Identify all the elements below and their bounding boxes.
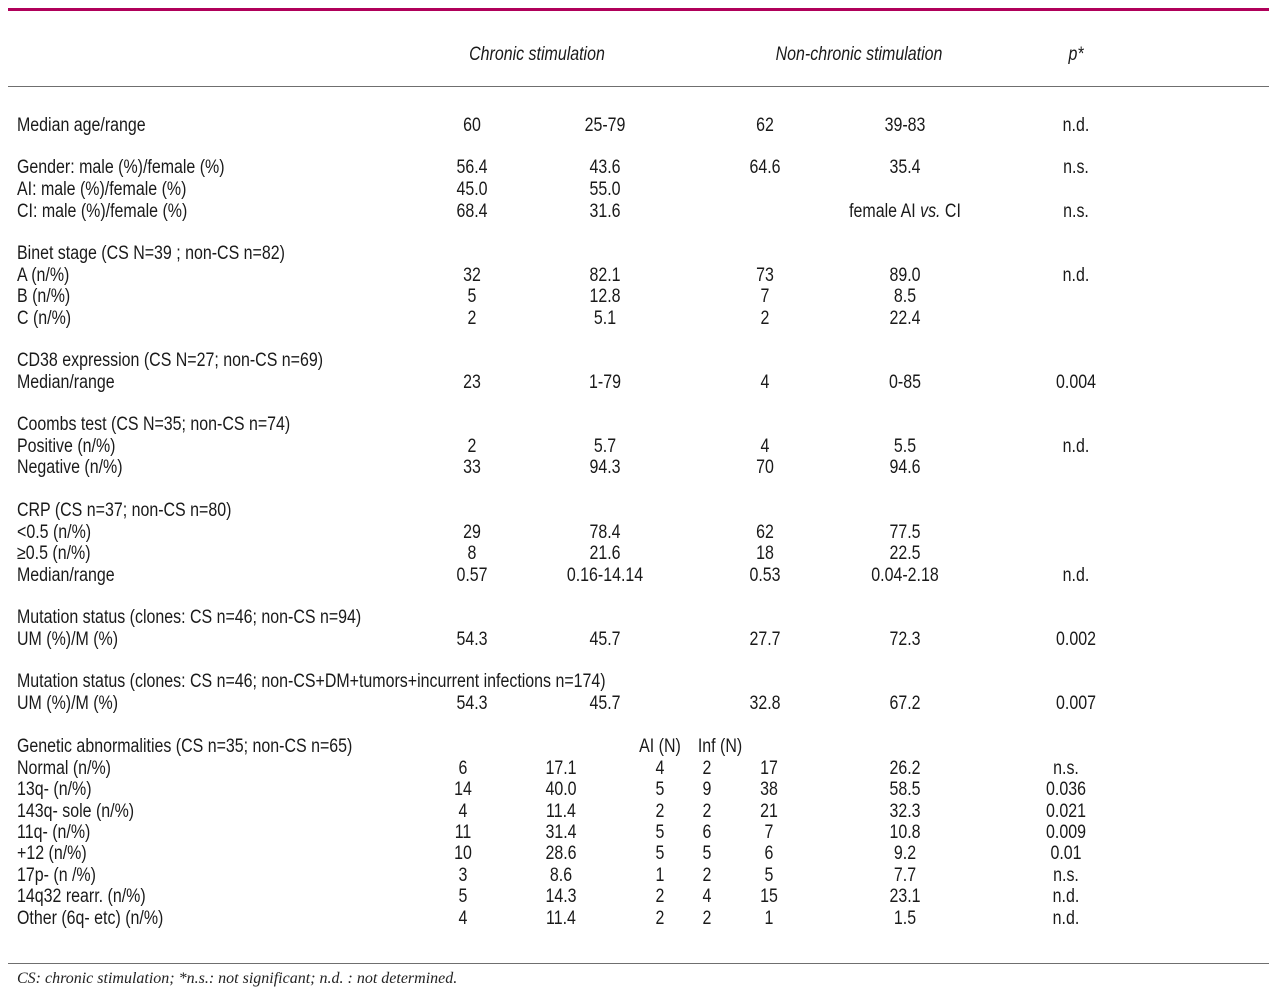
p-value: n.s. <box>1053 865 1079 886</box>
genetic-row <box>0 843 1280 865</box>
noncs-count: 0.53 <box>749 565 781 586</box>
inf-count: 2 <box>702 758 712 779</box>
row-label: 143q- sole (n/%) <box>17 801 135 822</box>
noncs-count: 62 <box>756 522 774 543</box>
noncs-count: 17 <box>760 758 778 779</box>
cs-percent: 17.1 <box>545 758 577 779</box>
table-row <box>0 157 1280 179</box>
header-chronic-stimulation: Chronic stimulation <box>469 44 605 65</box>
p-value: n.s. <box>1063 157 1089 178</box>
noncs-count: 7 <box>764 822 774 843</box>
row-label: C (n/%) <box>17 308 72 329</box>
genetic-row <box>0 865 1280 887</box>
row-label: +12 (n/%) <box>17 843 87 864</box>
row-label: Binet stage (CS N=39 ; non-CS n=82) <box>17 243 285 264</box>
cs-count: 11 <box>454 822 472 843</box>
cs-count: 2 <box>467 308 477 329</box>
noncs-count: 70 <box>756 457 774 478</box>
cs-count: 45.0 <box>456 179 488 200</box>
bottom-rule <box>8 963 1269 964</box>
noncs-percent: 9.2 <box>893 843 917 864</box>
cs-percent: 78.4 <box>589 522 621 543</box>
noncs-percent: 0.04-2.18 <box>871 565 939 586</box>
p-value: n.d. <box>1062 565 1090 586</box>
row-label: Positive (n/%) <box>17 436 116 457</box>
noncs-count: 7 <box>760 286 770 307</box>
ai-count: 2 <box>655 908 665 929</box>
noncs-percent: 22.5 <box>889 543 921 564</box>
cs-percent: 14.3 <box>545 886 577 907</box>
cs-count: 10 <box>454 843 472 864</box>
genetic-row <box>0 758 1280 780</box>
cs-percent: 5.1 <box>593 308 617 329</box>
p-value: 0.002 <box>1056 629 1096 650</box>
row-label: Gender: male (%)/female (%) <box>17 157 225 178</box>
header-non-chronic-stimulation: Non-chronic stimulation <box>775 44 943 65</box>
table-footnote: CS: chronic stimulation; *n.s.: not significant; n.d. : not determined. <box>17 970 458 987</box>
row-label: B (n/%) <box>17 286 71 307</box>
row-label: <0.5 (n/%) <box>17 522 92 543</box>
table-row <box>0 457 1280 479</box>
cs-count: 5 <box>467 286 477 307</box>
ai-count: 2 <box>655 886 665 907</box>
table-row <box>0 372 1280 394</box>
row-label: AI: male (%)/female (%) <box>17 179 187 200</box>
genetic-row <box>0 908 1280 930</box>
row-label: Median/range <box>17 565 115 586</box>
row-label: Negative (n/%) <box>17 457 123 478</box>
table-row <box>0 522 1280 544</box>
noncs-count: 32.8 <box>749 693 781 714</box>
table-row <box>0 265 1280 287</box>
genetic-row <box>0 822 1280 844</box>
ai-count: 5 <box>655 779 665 800</box>
row-label: Mutation status (clones: CS n=46; non-CS+DM+tumors+incurrent infections n=174) <box>17 671 606 692</box>
ai-count: 5 <box>655 822 665 843</box>
p-value: n.d. <box>1062 115 1090 136</box>
table-row <box>0 179 1280 201</box>
inf-count: 9 <box>702 779 712 800</box>
row-label: 17p- (n /%) <box>17 865 96 886</box>
noncs-percent: 89.0 <box>889 265 921 286</box>
inf-column-header: Inf (N) <box>697 736 743 757</box>
ai-column-header: AI (N) <box>639 736 681 757</box>
cs-percent: 11.4 <box>546 908 576 929</box>
row-label: CD38 expression (CS N=27; non-CS n=69) <box>17 350 324 371</box>
table-row <box>0 350 1280 372</box>
noncs-count: 21 <box>760 801 778 822</box>
cs-percent: 12.8 <box>589 286 621 307</box>
noncs-percent: 23.1 <box>889 886 921 907</box>
noncs-percent: 10.8 <box>889 822 921 843</box>
cs-percent: 28.6 <box>545 843 577 864</box>
noncs-percent: 7.7 <box>893 865 917 886</box>
row-label: Genetic abnormalities (CS n=35; non-CS n=65) <box>17 736 353 757</box>
noncs-count: 64.6 <box>749 157 781 178</box>
noncs-count: 15 <box>760 886 778 907</box>
cs-count: 6 <box>458 758 468 779</box>
p-value: 0.009 <box>1046 822 1086 843</box>
cs-percent: 43.6 <box>589 157 621 178</box>
cs-count: 8 <box>467 543 477 564</box>
row-label: CI: male (%)/female (%) <box>17 201 188 222</box>
row-label: Coombs test (CS N=35; non-CS n=74) <box>17 414 291 435</box>
cs-count: 5 <box>458 886 468 907</box>
row-label: 13q- (n/%) <box>17 779 92 800</box>
noncs-count: 38 <box>760 779 778 800</box>
row-label: Median age/range <box>17 115 146 136</box>
cs-count: 33 <box>463 457 481 478</box>
row-label: 14q32 rearr. (n/%) <box>17 886 146 907</box>
noncs-percent: 5.5 <box>893 436 917 457</box>
table-row <box>0 629 1280 651</box>
p-value: 0.004 <box>1056 372 1096 393</box>
cs-percent: 45.7 <box>589 629 621 650</box>
cs-count: 54.3 <box>456 693 488 714</box>
table-row <box>0 436 1280 458</box>
noncs-percent: 26.2 <box>889 758 921 779</box>
noncs-percent: 94.6 <box>889 457 921 478</box>
noncs-count: 27.7 <box>749 629 781 650</box>
row-label: Other (6q- etc) (n/%) <box>17 908 164 929</box>
cs-percent: 21.6 <box>589 543 621 564</box>
p-value: 0.01 <box>1050 843 1082 864</box>
table-row <box>0 565 1280 587</box>
noncs-percent: 22.4 <box>889 308 921 329</box>
cs-percent: 55.0 <box>589 179 621 200</box>
ai-count: 1 <box>655 865 665 886</box>
p-value: n.s. <box>1063 201 1089 222</box>
row-label: UM (%)/M (%) <box>17 629 119 650</box>
cs-count: 32 <box>463 265 481 286</box>
cs-percent: 5.7 <box>593 436 617 457</box>
cs-percent: 8.6 <box>549 865 573 886</box>
noncs-count: 4 <box>760 372 770 393</box>
cs-percent: 0.16-14.14 <box>566 565 644 586</box>
cs-count: 23 <box>463 372 481 393</box>
p-value: n.d. <box>1062 265 1090 286</box>
p-value: 0.021 <box>1046 801 1086 822</box>
row-label: A (n/%) <box>17 265 70 286</box>
cs-percent: 31.4 <box>545 822 577 843</box>
p-value: n.d. <box>1062 436 1090 457</box>
table-row <box>0 115 1280 137</box>
ai-count: 5 <box>655 843 665 864</box>
inf-count: 2 <box>702 908 712 929</box>
inf-count: 4 <box>702 886 712 907</box>
cs-percent: 25-79 <box>584 115 626 136</box>
noncs-percent: 77.5 <box>889 522 921 543</box>
row-label: Normal (n/%) <box>17 758 112 779</box>
noncs-count: 2 <box>760 308 770 329</box>
cs-count: 4 <box>458 908 468 929</box>
noncs-count: 18 <box>756 543 774 564</box>
table-row <box>0 308 1280 330</box>
cs-percent: 82.1 <box>589 265 621 286</box>
cs-count: 2 <box>467 436 477 457</box>
header-p-value: p* <box>1068 44 1084 65</box>
noncs-count: 1 <box>764 908 774 929</box>
table-row <box>0 243 1280 265</box>
row-label: UM (%)/M (%) <box>17 693 119 714</box>
row-label: Mutation status (clones: CS n=46; non-CS n=94) <box>17 607 362 628</box>
p-value: n.d. <box>1052 908 1080 929</box>
ai-count: 2 <box>655 801 665 822</box>
noncs-percent: 32.3 <box>889 801 921 822</box>
noncs-percent: 35.4 <box>889 157 921 178</box>
row-label: ≥0.5 (n/%) <box>17 543 91 564</box>
p-value: 0.007 <box>1056 693 1096 714</box>
cs-percent: 31.6 <box>589 201 621 222</box>
row-label: CRP (CS n=37; non-CS n=80) <box>17 500 232 521</box>
p-value: 0.036 <box>1046 779 1086 800</box>
cs-count: 29 <box>463 522 481 543</box>
ai-count: 4 <box>655 758 665 779</box>
p-value: n.d. <box>1052 886 1080 907</box>
genetic-row <box>0 779 1280 801</box>
noncs-percent: 67.2 <box>889 693 921 714</box>
cs-percent: 11.4 <box>546 801 576 822</box>
table-row <box>0 414 1280 436</box>
comparison-note: female AI vs. CI <box>849 201 961 222</box>
cs-count: 60 <box>463 115 481 136</box>
inf-count: 2 <box>702 801 712 822</box>
table-row <box>0 286 1280 308</box>
cs-count: 14 <box>454 779 472 800</box>
noncs-percent: 8.5 <box>893 286 917 307</box>
inf-count: 5 <box>702 843 712 864</box>
genetic-row <box>0 886 1280 908</box>
table-row <box>0 543 1280 565</box>
table-row <box>0 201 1280 223</box>
inf-count: 6 <box>702 822 712 843</box>
cs-percent: 1-79 <box>589 372 621 393</box>
table-row <box>0 500 1280 522</box>
noncs-count: 62 <box>756 115 774 136</box>
cs-percent: 94.3 <box>589 457 621 478</box>
noncs-count: 6 <box>764 843 774 864</box>
table-row <box>0 607 1280 629</box>
row-label: 11q- (n/%) <box>17 822 91 843</box>
cs-count: 0.57 <box>456 565 488 586</box>
cs-count: 54.3 <box>456 629 488 650</box>
cs-count: 68.4 <box>456 201 488 222</box>
cs-count: 3 <box>458 865 468 886</box>
row-label: Median/range <box>17 372 115 393</box>
p-value: n.s. <box>1053 758 1079 779</box>
noncs-percent: 0-85 <box>889 372 921 393</box>
noncs-count: 5 <box>764 865 774 886</box>
genetic-header-row <box>0 736 1280 758</box>
inf-count: 2 <box>702 865 712 886</box>
noncs-percent: 72.3 <box>889 629 921 650</box>
noncs-count: 73 <box>756 265 774 286</box>
noncs-count: 4 <box>760 436 770 457</box>
cs-percent: 40.0 <box>545 779 577 800</box>
table-row <box>0 671 1280 693</box>
noncs-percent: 1.5 <box>893 908 917 929</box>
genetic-row <box>0 801 1280 823</box>
noncs-percent: 39-83 <box>884 115 926 136</box>
cs-count: 56.4 <box>456 157 488 178</box>
cs-count: 4 <box>458 801 468 822</box>
table-row <box>0 693 1280 715</box>
cs-percent: 45.7 <box>589 693 621 714</box>
noncs-percent: 58.5 <box>889 779 921 800</box>
